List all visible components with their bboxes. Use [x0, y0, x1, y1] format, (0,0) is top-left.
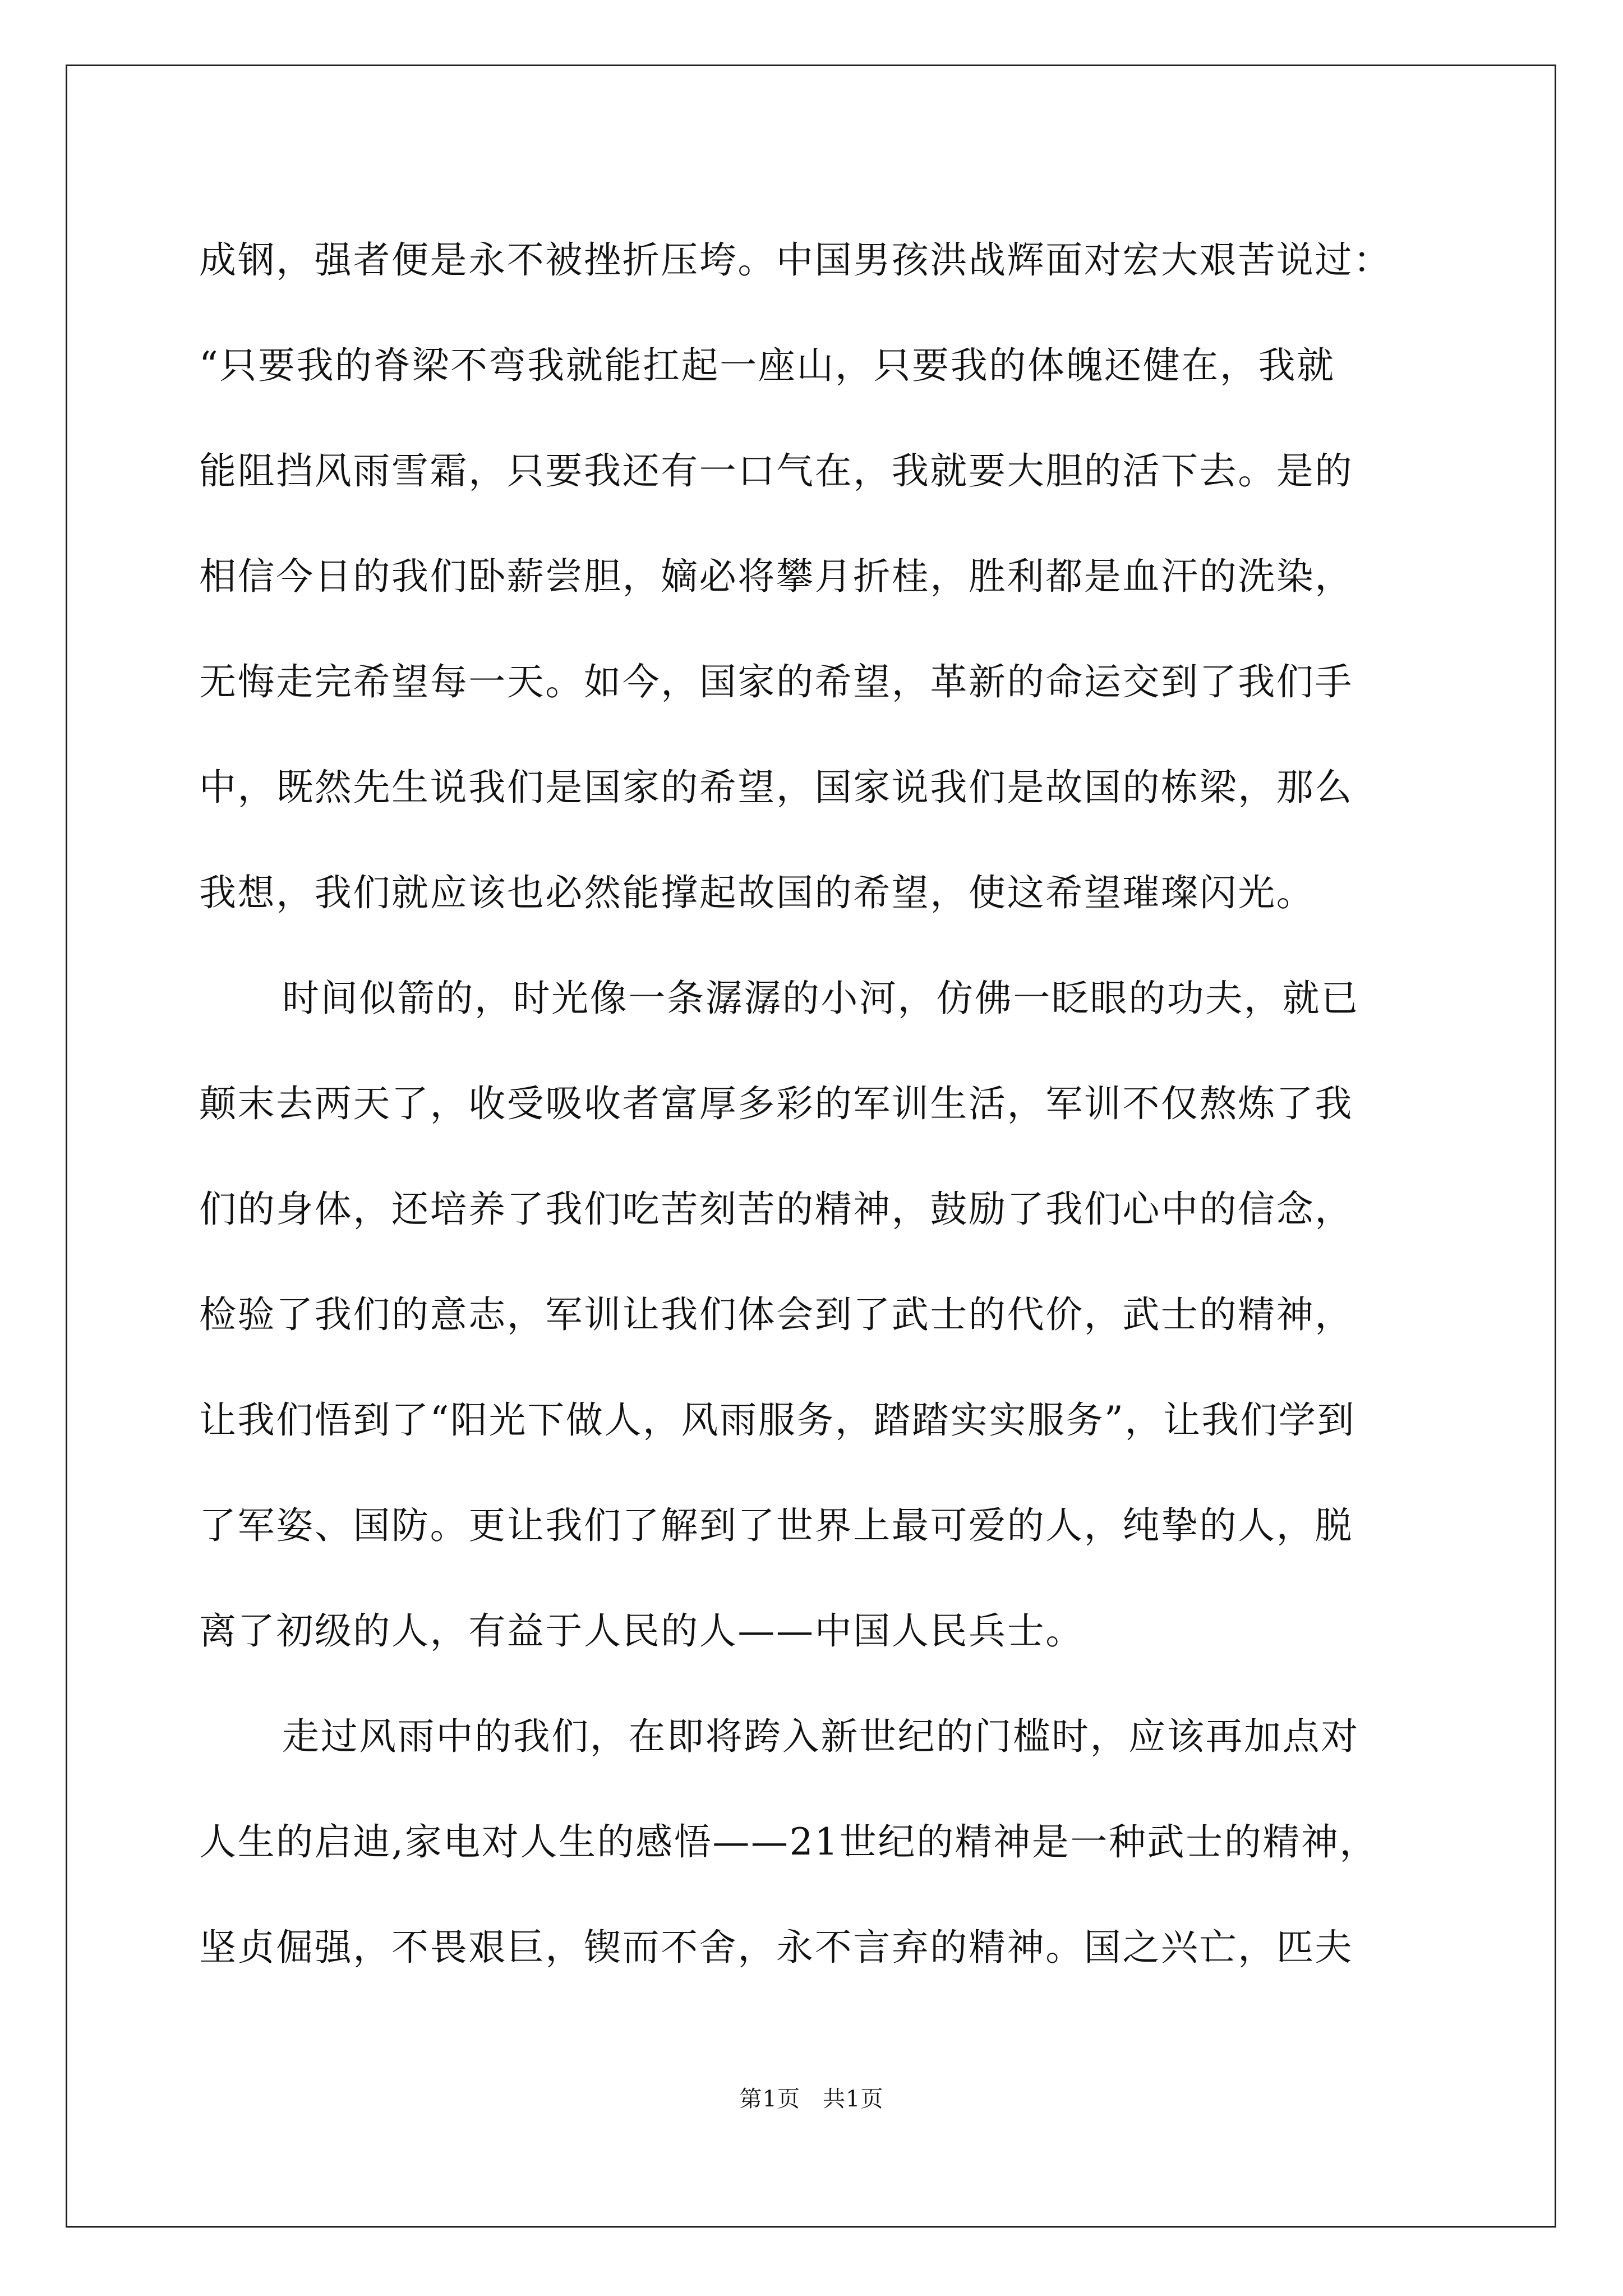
- text-line: 离了初级的人，有益于人民的人——中国人民兵士。: [199, 1609, 1084, 1653]
- text-line: 时间似箭的，时光像一条潺潺的小河，仿佛一眨眼的功夫，就已: [282, 977, 1359, 1020]
- text-line: 相信今日的我们卧薪尝胆，嫡必将攀月折桂，胜利都是血汗的洗染，: [199, 555, 1353, 598]
- page-total: 共1页: [823, 2086, 884, 2112]
- text-line: 我想，我们就应该也必然能撑起故国的希望，使这希望璀璨闪光。: [199, 871, 1315, 914]
- text-line: 了军姿、国防。更让我们了解到了世界上最可爱的人，纯挚的人，脱: [199, 1504, 1353, 1547]
- text-line: 检验了我们的意志，军训让我们体会到了武士的代价，武士的精神，: [199, 1293, 1353, 1336]
- text-line: 走过风雨中的我们，在即将跨入新世纪的门槛时，应该再加点对: [282, 1715, 1359, 1758]
- page-footer: [0, 2085, 1623, 2113]
- page-number: 第1页: [739, 2086, 800, 2112]
- text-line: 中，既然先生说我们是国家的希望，国家说我们是故国的栋梁，那么: [199, 766, 1353, 809]
- text-line: 成钢，强者便是永不被挫折压垮。中国男孩洪战辉面对宏大艰苦说过：: [199, 238, 1392, 282]
- text-line: 无悔走完希望每一天。如今，国家的希望，革新的命运交到了我们手: [199, 660, 1353, 703]
- text-line: 人生的启迪,家电对人生的感悟——21世纪的精神是一种武士的精神，: [199, 1820, 1378, 1864]
- text-line: “只要我的脊梁不弯我就能扛起一座山，只要我的体魄还健在，我就: [199, 344, 1335, 387]
- text-line: 能阻挡风雨雪霜，只要我还有一口气在，我就要大胆的活下去。是的: [199, 449, 1353, 493]
- text-line: 们的身体，还培养了我们吃苦刻苦的精神，鼓励了我们心中的信念，: [199, 1188, 1353, 1231]
- text-line: 坚贞倔强，不畏艰巨，锲而不舍，永不言弃的精神。国之兴亡，匹夫: [199, 1926, 1353, 1969]
- text-line: 颠末去两天了，收受吸收者富厚多彩的军训生活，军训不仅熬炼了我: [199, 1082, 1353, 1125]
- document-body: [199, 208, 1433, 2000]
- text-line: 让我们悟到了“阳光下做人，风雨服务，踏踏实实服务”，让我们学到: [199, 1398, 1356, 1442]
